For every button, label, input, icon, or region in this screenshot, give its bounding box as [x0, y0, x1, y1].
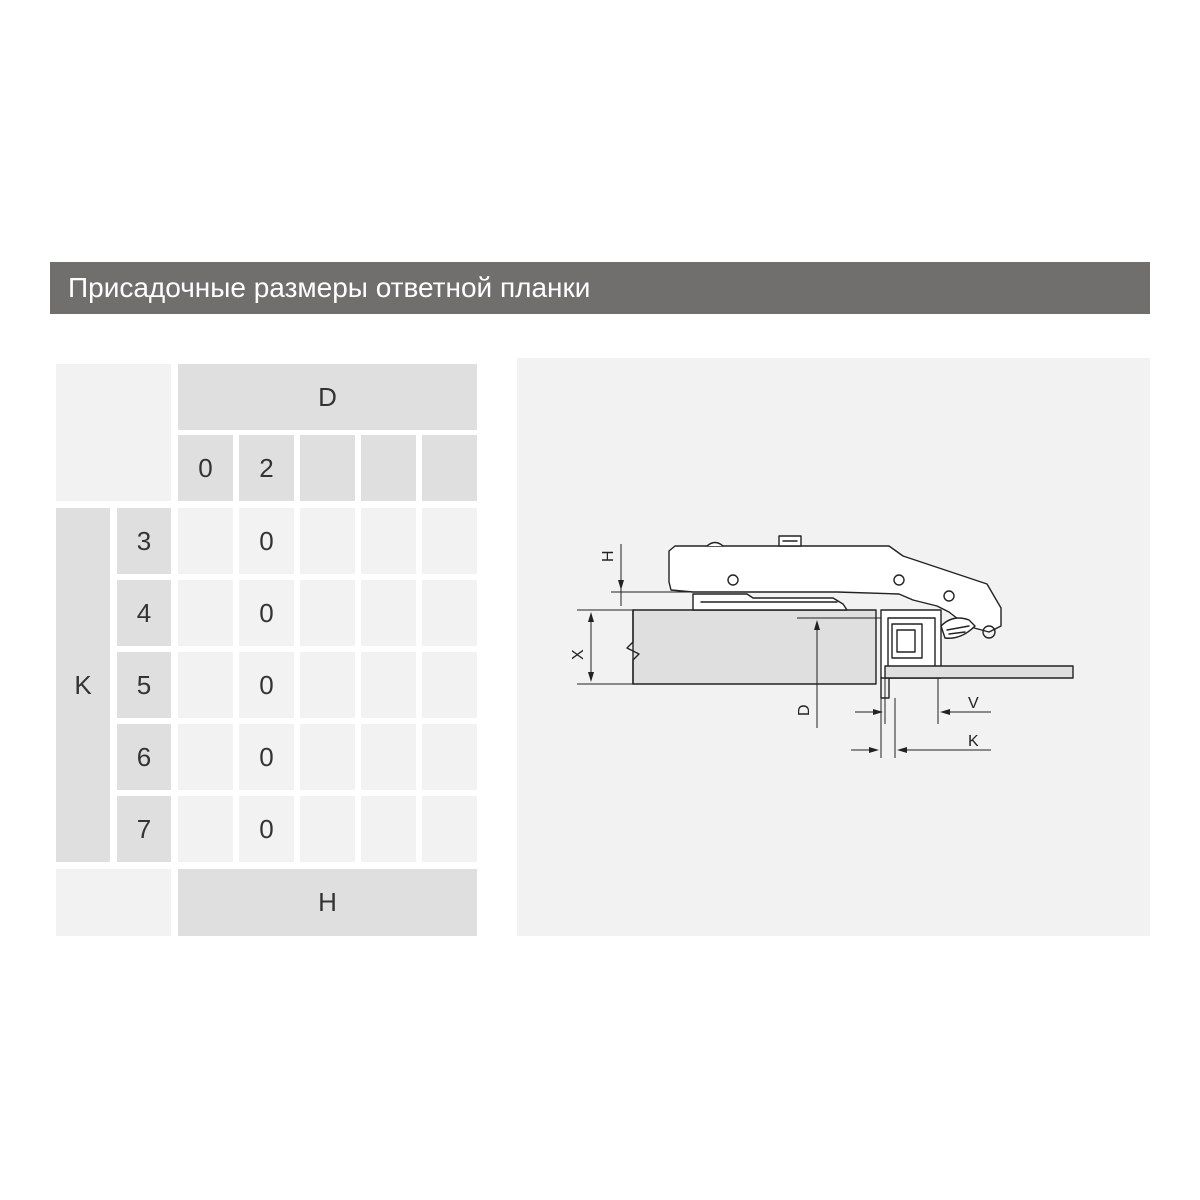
table-corner-bottom [56, 869, 171, 936]
k-group-header: K [56, 508, 110, 862]
table-cell [361, 508, 416, 574]
hinge-diagram-panel [517, 358, 1150, 936]
table-cell [361, 652, 416, 718]
table-cell [422, 724, 477, 790]
k-row-header: 6 [117, 724, 171, 790]
k-row-header: 3 [117, 508, 171, 574]
table-cell: 0 [239, 724, 294, 790]
top-bump [707, 543, 723, 547]
table-cell [422, 508, 477, 574]
table-cell [300, 796, 355, 862]
arrow [618, 580, 624, 590]
table-corner-top [56, 364, 171, 501]
d-column-header: 0 [178, 435, 233, 501]
h-footer-header: H [178, 869, 477, 936]
table-cell [361, 796, 416, 862]
arrow [588, 612, 594, 622]
table-cell [300, 508, 355, 574]
table-cell: 0 [239, 508, 294, 574]
door-panel [633, 610, 876, 684]
d-column-header: 2 [239, 435, 294, 501]
table-cell: 0 [239, 796, 294, 862]
hinge-diagram [517, 358, 1150, 936]
table-cell [178, 580, 233, 646]
table-cell [178, 508, 233, 574]
arrow [940, 709, 950, 715]
table-cell: 0 [239, 580, 294, 646]
table-cell [422, 580, 477, 646]
section-header [50, 262, 1150, 314]
d-column-header [422, 435, 477, 501]
table-cell: 0 [239, 652, 294, 718]
table-cell [422, 796, 477, 862]
dim-label-h: H [600, 550, 617, 562]
arrow [897, 747, 907, 753]
d-column-header [300, 435, 355, 501]
sliding-strip [885, 666, 1073, 678]
drilling-table [56, 364, 477, 936]
table-cell [361, 580, 416, 646]
section-title: Присадочные размеры ответной планки [68, 272, 591, 303]
k-row-header: 4 [117, 580, 171, 646]
table-cell [178, 724, 233, 790]
dim-label-d: D [796, 704, 813, 716]
table-cell [300, 580, 355, 646]
table-cell [178, 796, 233, 862]
arrow [588, 672, 594, 682]
d-column-header [361, 435, 416, 501]
dim-label-x: X [570, 649, 587, 660]
table-cell [422, 652, 477, 718]
table-cell [300, 724, 355, 790]
dim-label-v: V [968, 695, 979, 712]
dim-label-k: K [968, 733, 979, 750]
table-cell [178, 652, 233, 718]
k-row-header: 5 [117, 652, 171, 718]
table-cell [361, 724, 416, 790]
k-row-header: 7 [117, 796, 171, 862]
d-group-header: D [178, 364, 477, 430]
arrow [869, 747, 879, 753]
table-cell [300, 652, 355, 718]
